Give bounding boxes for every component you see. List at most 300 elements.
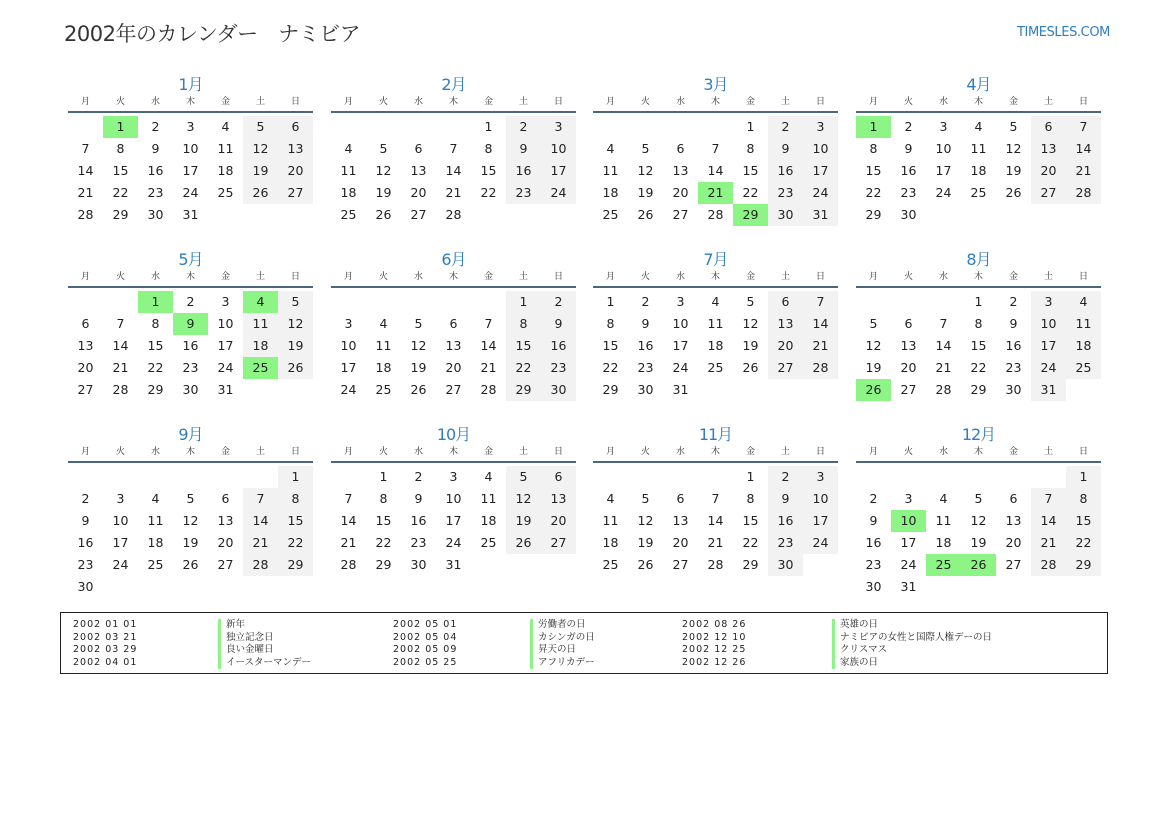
day-cell[interactable]: 4 (939, 491, 948, 506)
day-cell[interactable]: 12 (970, 513, 987, 528)
day-cell[interactable]: 1 (278, 466, 313, 488)
day-cell[interactable]: 24 (445, 535, 462, 550)
day-cell[interactable]: 17 (935, 163, 952, 178)
holiday-day-cell[interactable]: 25 (243, 357, 278, 379)
day-cell[interactable]: 29 (147, 382, 164, 397)
day-cell[interactable]: 18 (707, 338, 724, 353)
day-cell[interactable]: 18 (1066, 335, 1101, 357)
day-cell[interactable]: 30 (410, 557, 427, 572)
day-cell[interactable]: 11 (935, 513, 952, 528)
day-cell[interactable]: 13 (217, 513, 234, 528)
day-cell[interactable]: 5 (641, 141, 650, 156)
day-cell[interactable]: 25 (1066, 357, 1101, 379)
day-cell[interactable]: 29 (742, 557, 759, 572)
day-cell[interactable]: 10 (541, 138, 576, 160)
day-cell[interactable]: 12 (637, 163, 654, 178)
day-cell[interactable]: 14 (243, 510, 278, 532)
day-cell[interactable]: 12 (243, 138, 278, 160)
day-cell[interactable]: 2 (641, 294, 650, 309)
day-cell[interactable]: 13 (1031, 138, 1066, 160)
day-cell[interactable]: 6 (81, 316, 90, 331)
day-cell[interactable]: 28 (243, 554, 278, 576)
day-cell[interactable]: 28 (935, 382, 952, 397)
day-cell[interactable]: 9 (768, 138, 803, 160)
day-cell[interactable]: 26 (506, 532, 541, 554)
day-cell[interactable]: 26 (278, 357, 313, 379)
day-cell[interactable]: 9 (81, 513, 90, 528)
holiday-day-cell[interactable]: 1 (856, 116, 891, 138)
day-cell[interactable]: 4 (606, 491, 615, 506)
day-cell[interactable]: 1 (484, 119, 493, 134)
day-cell[interactable]: 4 (221, 119, 230, 134)
day-cell[interactable]: 7 (116, 316, 125, 331)
day-cell[interactable]: 20 (672, 535, 689, 550)
day-cell[interactable]: 27 (541, 532, 576, 554)
day-cell[interactable]: 28 (803, 357, 838, 379)
day-cell[interactable]: 27 (1005, 557, 1022, 572)
day-cell[interactable]: 1 (506, 291, 541, 313)
day-cell[interactable]: 18 (602, 535, 619, 550)
holiday-day-cell[interactable]: 21 (698, 182, 733, 204)
day-cell[interactable]: 14 (77, 163, 94, 178)
day-cell[interactable]: 23 (182, 360, 199, 375)
day-cell[interactable]: 26 (742, 360, 759, 375)
day-cell[interactable]: 31 (803, 204, 838, 226)
day-cell[interactable]: 7 (484, 316, 493, 331)
day-cell[interactable]: 28 (445, 207, 462, 222)
day-cell[interactable]: 27 (445, 382, 462, 397)
day-cell[interactable]: 27 (672, 207, 689, 222)
day-cell[interactable]: 11 (217, 141, 234, 156)
day-cell[interactable]: 6 (221, 491, 230, 506)
day-cell[interactable]: 3 (221, 294, 230, 309)
day-cell[interactable]: 23 (506, 182, 541, 204)
day-cell[interactable]: 5 (414, 316, 423, 331)
day-cell[interactable]: 15 (375, 513, 392, 528)
day-cell[interactable]: 27 (1031, 182, 1066, 204)
day-cell[interactable]: 12 (742, 316, 759, 331)
day-cell[interactable]: 7 (939, 316, 948, 331)
day-cell[interactable]: 5 (869, 316, 878, 331)
day-cell[interactable]: 21 (707, 535, 724, 550)
day-cell[interactable]: 30 (541, 379, 576, 401)
day-cell[interactable]: 26 (410, 382, 427, 397)
day-cell[interactable]: 3 (116, 491, 125, 506)
day-cell[interactable]: 5 (379, 141, 388, 156)
day-cell[interactable]: 18 (217, 163, 234, 178)
day-cell[interactable]: 23 (900, 185, 917, 200)
day-cell[interactable]: 21 (77, 185, 94, 200)
day-cell[interactable]: 19 (410, 360, 427, 375)
day-cell[interactable]: 26 (637, 207, 654, 222)
day-cell[interactable]: 28 (480, 382, 497, 397)
day-cell[interactable]: 6 (1031, 116, 1066, 138)
day-cell[interactable]: 14 (480, 338, 497, 353)
day-cell[interactable]: 23 (410, 535, 427, 550)
day-cell[interactable]: 30 (865, 579, 882, 594)
day-cell[interactable]: 21 (1031, 532, 1066, 554)
day-cell[interactable]: 20 (77, 360, 94, 375)
day-cell[interactable]: 30 (768, 554, 803, 576)
day-cell[interactable]: 28 (1066, 182, 1101, 204)
day-cell[interactable]: 17 (803, 510, 838, 532)
site-brand-link[interactable]: TIMESLES.COM (1016, 25, 1110, 40)
day-cell[interactable]: 14 (803, 313, 838, 335)
day-cell[interactable]: 13 (1005, 513, 1022, 528)
day-cell[interactable]: 28 (707, 557, 724, 572)
holiday-day-cell[interactable]: 4 (243, 291, 278, 313)
day-cell[interactable]: 2 (1009, 294, 1018, 309)
day-cell[interactable]: 27 (410, 207, 427, 222)
day-cell[interactable]: 7 (344, 491, 353, 506)
day-cell[interactable]: 3 (186, 119, 195, 134)
holiday-day-cell[interactable]: 26 (856, 379, 891, 401)
day-cell[interactable]: 8 (379, 491, 388, 506)
day-cell[interactable]: 24 (1031, 357, 1066, 379)
day-cell[interactable]: 19 (970, 535, 987, 550)
day-cell[interactable]: 3 (939, 119, 948, 134)
day-cell[interactable]: 1 (746, 119, 755, 134)
day-cell[interactable]: 5 (641, 491, 650, 506)
day-cell[interactable]: 11 (480, 491, 497, 506)
day-cell[interactable]: 19 (865, 360, 882, 375)
day-cell[interactable]: 9 (768, 488, 803, 510)
day-cell[interactable]: 22 (278, 532, 313, 554)
day-cell[interactable]: 13 (278, 138, 313, 160)
day-cell[interactable]: 16 (77, 535, 94, 550)
day-cell[interactable]: 4 (974, 119, 983, 134)
day-cell[interactable]: 17 (112, 535, 129, 550)
day-cell[interactable]: 16 (1005, 338, 1022, 353)
day-cell[interactable]: 7 (449, 141, 458, 156)
day-cell[interactable]: 11 (1066, 313, 1101, 335)
day-cell[interactable]: 10 (803, 488, 838, 510)
day-cell[interactable]: 17 (803, 160, 838, 182)
day-cell[interactable]: 5 (186, 491, 195, 506)
day-cell[interactable]: 31 (182, 207, 199, 222)
day-cell[interactable]: 1 (606, 294, 615, 309)
day-cell[interactable]: 25 (970, 185, 987, 200)
day-cell[interactable]: 10 (182, 141, 199, 156)
day-cell[interactable]: 20 (1031, 160, 1066, 182)
day-cell[interactable]: 29 (278, 554, 313, 576)
day-cell[interactable]: 12 (410, 338, 427, 353)
day-cell[interactable]: 10 (340, 338, 357, 353)
day-cell[interactable]: 7 (711, 141, 720, 156)
day-cell[interactable]: 25 (480, 535, 497, 550)
day-cell[interactable]: 27 (217, 557, 234, 572)
day-cell[interactable]: 8 (484, 141, 493, 156)
day-cell[interactable]: 27 (278, 182, 313, 204)
day-cell[interactable]: 16 (865, 535, 882, 550)
day-cell[interactable]: 21 (445, 185, 462, 200)
day-cell[interactable]: 17 (217, 338, 234, 353)
day-cell[interactable]: 6 (768, 291, 803, 313)
day-cell[interactable]: 26 (375, 207, 392, 222)
day-cell[interactable]: 12 (637, 513, 654, 528)
day-cell[interactable]: 23 (1005, 360, 1022, 375)
day-cell[interactable]: 2 (414, 469, 423, 484)
day-cell[interactable]: 22 (375, 535, 392, 550)
day-cell[interactable]: 10 (112, 513, 129, 528)
day-cell[interactable]: 25 (707, 360, 724, 375)
day-cell[interactable]: 26 (182, 557, 199, 572)
day-cell[interactable]: 17 (1031, 335, 1066, 357)
day-cell[interactable]: 23 (865, 557, 882, 572)
day-cell[interactable]: 3 (904, 491, 913, 506)
day-cell[interactable]: 21 (480, 360, 497, 375)
day-cell[interactable]: 4 (344, 141, 353, 156)
day-cell[interactable]: 16 (182, 338, 199, 353)
day-cell[interactable]: 30 (77, 579, 94, 594)
day-cell[interactable]: 18 (340, 185, 357, 200)
day-cell[interactable]: 30 (1005, 382, 1022, 397)
day-cell[interactable]: 31 (900, 579, 917, 594)
holiday-day-cell[interactable]: 26 (961, 554, 996, 576)
day-cell[interactable]: 29 (112, 207, 129, 222)
day-cell[interactable]: 23 (541, 357, 576, 379)
day-cell[interactable]: 26 (1005, 185, 1022, 200)
day-cell[interactable]: 26 (637, 557, 654, 572)
day-cell[interactable]: 8 (606, 316, 615, 331)
day-cell[interactable]: 24 (112, 557, 129, 572)
day-cell[interactable]: 20 (278, 160, 313, 182)
day-cell[interactable]: 13 (672, 163, 689, 178)
day-cell[interactable]: 22 (147, 360, 164, 375)
day-cell[interactable]: 17 (541, 160, 576, 182)
day-cell[interactable]: 24 (803, 532, 838, 554)
day-cell[interactable]: 5 (746, 294, 755, 309)
day-cell[interactable]: 18 (243, 335, 278, 357)
day-cell[interactable]: 31 (1031, 379, 1066, 401)
day-cell[interactable]: 19 (506, 510, 541, 532)
day-cell[interactable]: 16 (147, 163, 164, 178)
day-cell[interactable]: 21 (803, 335, 838, 357)
day-cell[interactable]: 9 (904, 141, 913, 156)
day-cell[interactable]: 23 (768, 182, 803, 204)
day-cell[interactable]: 16 (541, 335, 576, 357)
day-cell[interactable]: 15 (742, 163, 759, 178)
day-cell[interactable]: 7 (803, 291, 838, 313)
day-cell[interactable]: 18 (375, 360, 392, 375)
day-cell[interactable]: 14 (707, 513, 724, 528)
day-cell[interactable]: 15 (480, 163, 497, 178)
day-cell[interactable]: 7 (1066, 116, 1101, 138)
day-cell[interactable]: 14 (707, 163, 724, 178)
day-cell[interactable]: 29 (970, 382, 987, 397)
day-cell[interactable]: 20 (768, 335, 803, 357)
day-cell[interactable]: 8 (1066, 488, 1101, 510)
day-cell[interactable]: 23 (77, 557, 94, 572)
day-cell[interactable]: 15 (278, 510, 313, 532)
day-cell[interactable]: 7 (711, 491, 720, 506)
day-cell[interactable]: 9 (151, 141, 160, 156)
day-cell[interactable]: 21 (340, 535, 357, 550)
day-cell[interactable]: 20 (445, 360, 462, 375)
day-cell[interactable]: 24 (541, 182, 576, 204)
day-cell[interactable]: 4 (711, 294, 720, 309)
day-cell[interactable]: 13 (77, 338, 94, 353)
day-cell[interactable]: 3 (803, 466, 838, 488)
day-cell[interactable]: 16 (768, 160, 803, 182)
day-cell[interactable]: 8 (278, 488, 313, 510)
day-cell[interactable]: 5 (506, 466, 541, 488)
day-cell[interactable]: 29 (506, 379, 541, 401)
holiday-day-cell[interactable]: 10 (891, 510, 926, 532)
day-cell[interactable]: 5 (1009, 119, 1018, 134)
day-cell[interactable]: 6 (541, 466, 576, 488)
day-cell[interactable]: 5 (974, 491, 983, 506)
day-cell[interactable]: 29 (375, 557, 392, 572)
day-cell[interactable]: 4 (1066, 291, 1101, 313)
day-cell[interactable]: 8 (151, 316, 160, 331)
day-cell[interactable]: 28 (1031, 554, 1066, 576)
day-cell[interactable]: 10 (803, 138, 838, 160)
day-cell[interactable]: 24 (803, 182, 838, 204)
day-cell[interactable]: 25 (375, 382, 392, 397)
day-cell[interactable]: 16 (637, 338, 654, 353)
day-cell[interactable]: 4 (606, 141, 615, 156)
day-cell[interactable]: 9 (506, 138, 541, 160)
day-cell[interactable]: 15 (1066, 510, 1101, 532)
day-cell[interactable]: 12 (278, 313, 313, 335)
day-cell[interactable]: 6 (449, 316, 458, 331)
day-cell[interactable]: 24 (182, 185, 199, 200)
day-cell[interactable]: 25 (217, 185, 234, 200)
day-cell[interactable]: 17 (182, 163, 199, 178)
holiday-day-cell[interactable]: 1 (138, 291, 173, 313)
day-cell[interactable]: 20 (541, 510, 576, 532)
day-cell[interactable]: 6 (278, 116, 313, 138)
day-cell[interactable]: 22 (1066, 532, 1101, 554)
day-cell[interactable]: 2 (768, 116, 803, 138)
day-cell[interactable]: 11 (147, 513, 164, 528)
day-cell[interactable]: 14 (112, 338, 129, 353)
day-cell[interactable]: 31 (445, 557, 462, 572)
day-cell[interactable]: 4 (151, 491, 160, 506)
day-cell[interactable]: 14 (1031, 510, 1066, 532)
day-cell[interactable]: 2 (869, 491, 878, 506)
day-cell[interactable]: 1 (379, 469, 388, 484)
day-cell[interactable]: 25 (602, 557, 619, 572)
day-cell[interactable]: 18 (602, 185, 619, 200)
day-cell[interactable]: 20 (410, 185, 427, 200)
day-cell[interactable]: 6 (1009, 491, 1018, 506)
day-cell[interactable]: 22 (970, 360, 987, 375)
day-cell[interactable]: 14 (445, 163, 462, 178)
day-cell[interactable]: 2 (541, 291, 576, 313)
holiday-day-cell[interactable]: 9 (173, 313, 208, 335)
day-cell[interactable]: 9 (414, 491, 423, 506)
day-cell[interactable]: 19 (1005, 163, 1022, 178)
day-cell[interactable]: 12 (182, 513, 199, 528)
day-cell[interactable]: 25 (147, 557, 164, 572)
day-cell[interactable]: 18 (147, 535, 164, 550)
day-cell[interactable]: 20 (672, 185, 689, 200)
day-cell[interactable]: 15 (602, 338, 619, 353)
day-cell[interactable]: 17 (672, 338, 689, 353)
day-cell[interactable]: 23 (637, 360, 654, 375)
day-cell[interactable]: 10 (217, 316, 234, 331)
day-cell[interactable]: 2 (151, 119, 160, 134)
day-cell[interactable]: 25 (340, 207, 357, 222)
day-cell[interactable]: 24 (340, 382, 357, 397)
day-cell[interactable]: 30 (147, 207, 164, 222)
day-cell[interactable]: 21 (112, 360, 129, 375)
day-cell[interactable]: 30 (900, 207, 917, 222)
day-cell[interactable]: 6 (676, 491, 685, 506)
day-cell[interactable]: 17 (340, 360, 357, 375)
day-cell[interactable]: 22 (742, 535, 759, 550)
holiday-day-cell[interactable]: 29 (733, 204, 768, 226)
day-cell[interactable]: 15 (865, 163, 882, 178)
day-cell[interactable]: 5 (278, 291, 313, 313)
day-cell[interactable]: 11 (970, 141, 987, 156)
day-cell[interactable]: 9 (641, 316, 650, 331)
day-cell[interactable]: 24 (217, 360, 234, 375)
day-cell[interactable]: 27 (900, 382, 917, 397)
day-cell[interactable]: 28 (707, 207, 724, 222)
day-cell[interactable]: 15 (742, 513, 759, 528)
day-cell[interactable]: 24 (672, 360, 689, 375)
day-cell[interactable]: 13 (541, 488, 576, 510)
day-cell[interactable]: 11 (707, 316, 724, 331)
day-cell[interactable]: 30 (182, 382, 199, 397)
day-cell[interactable]: 19 (182, 535, 199, 550)
day-cell[interactable]: 13 (900, 338, 917, 353)
day-cell[interactable]: 3 (449, 469, 458, 484)
day-cell[interactable]: 7 (1031, 488, 1066, 510)
day-cell[interactable]: 6 (414, 141, 423, 156)
day-cell[interactable]: 4 (379, 316, 388, 331)
day-cell[interactable]: 22 (602, 360, 619, 375)
day-cell[interactable]: 10 (672, 316, 689, 331)
day-cell[interactable]: 28 (112, 382, 129, 397)
day-cell[interactable]: 2 (904, 119, 913, 134)
day-cell[interactable]: 7 (243, 488, 278, 510)
day-cell[interactable]: 8 (974, 316, 983, 331)
day-cell[interactable]: 31 (672, 382, 689, 397)
holiday-day-cell[interactable]: 25 (926, 554, 961, 576)
day-cell[interactable]: 24 (935, 185, 952, 200)
day-cell[interactable]: 11 (375, 338, 392, 353)
holiday-day-cell[interactable]: 1 (103, 116, 138, 138)
day-cell[interactable]: 8 (746, 491, 755, 506)
day-cell[interactable]: 14 (935, 338, 952, 353)
day-cell[interactable]: 9 (869, 513, 878, 528)
day-cell[interactable]: 19 (375, 185, 392, 200)
day-cell[interactable]: 6 (676, 141, 685, 156)
day-cell[interactable]: 7 (81, 141, 90, 156)
day-cell[interactable]: 29 (1066, 554, 1101, 576)
day-cell[interactable]: 30 (768, 204, 803, 226)
day-cell[interactable]: 2 (506, 116, 541, 138)
day-cell[interactable]: 3 (344, 316, 353, 331)
day-cell[interactable]: 16 (410, 513, 427, 528)
day-cell[interactable]: 8 (746, 141, 755, 156)
day-cell[interactable]: 15 (506, 335, 541, 357)
day-cell[interactable]: 22 (480, 185, 497, 200)
day-cell[interactable]: 15 (970, 338, 987, 353)
day-cell[interactable]: 25 (602, 207, 619, 222)
day-cell[interactable]: 27 (768, 357, 803, 379)
day-cell[interactable]: 29 (602, 382, 619, 397)
day-cell[interactable]: 18 (970, 163, 987, 178)
day-cell[interactable]: 4 (484, 469, 493, 484)
day-cell[interactable]: 27 (672, 557, 689, 572)
day-cell[interactable]: 2 (768, 466, 803, 488)
day-cell[interactable]: 24 (900, 557, 917, 572)
